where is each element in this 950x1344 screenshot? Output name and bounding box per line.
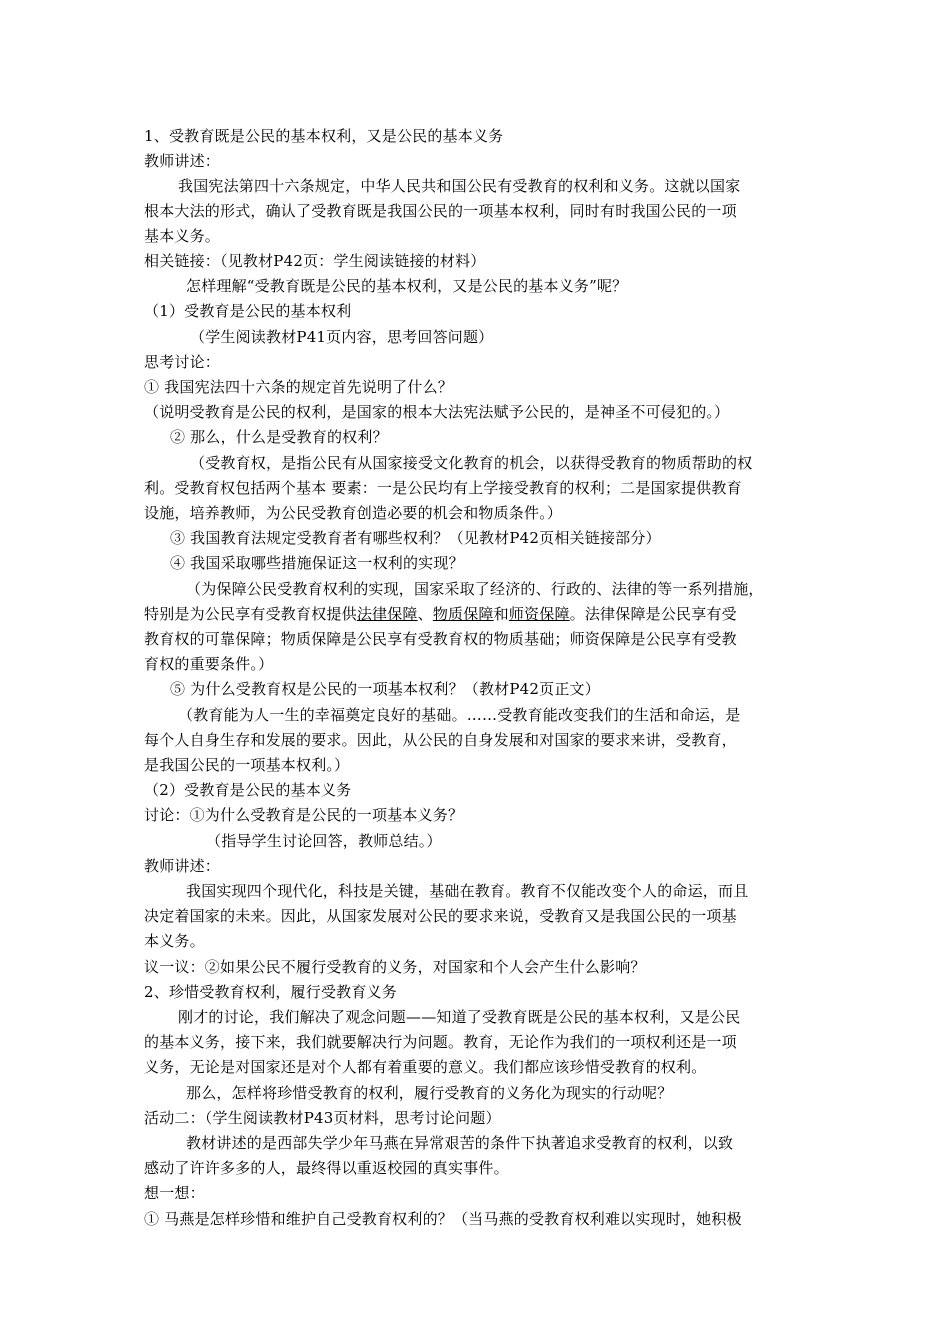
text-line: （受教育权，是指公民有从国家接受文化教育的机会，以获得受教育的物质帮助的权 [190,454,753,472]
underlined-term-legal: 法律保障 [356,605,418,623]
text-line: （学生阅读教材P41页内容，思考回答问题） [190,328,494,346]
text-line: （指导学生讨论回答，教师总结。） [206,832,442,850]
text-line: ③ 我国教育法规定受教育者有哪些权利？（见教材P42页相关链接部分） [170,529,661,547]
text-line: 怎样理解“受教育既是公民的基本权利，又是公民的基本义务”呢？ [186,277,628,295]
text-line: ⑤ 为什么受教育权是公民的一项基本权利？（教材P42页正文） [170,680,600,698]
text-line: 刚才的讨论，我们解决了观念问题——知道了受教育既是公民的基本权利，又是公民 [178,1008,741,1026]
text-line: 的基本义务，接下来，我们就要解决行为问题。教育，无论作为我们的一项权利还是一项 [144,1033,737,1051]
text-line: 议一议：②如果公民不履行受教育的义务，对国家和个人会产生什么影响？ [144,958,646,976]
underlined-term-teachers: 师资保障 [508,605,570,623]
text-line: 教育权的可靠保障；物质保障是公民享有受教育权的物质基础；师资保障是公民享有受教 [144,630,737,648]
text-line: 那么，怎样将珍惜受教育的权利，履行受教育的义务化为现实的行动呢？ [186,1084,673,1102]
text-line: 我国宪法第四十六条规定，中华人民共和国公民有受教育的权利和义务。这就以国家 [178,177,741,195]
text-line: 育权的重要条件。） [144,655,274,673]
text-segment: 。法律保障是公民享有受 [569,605,737,623]
text-line: 活动二：（学生阅读教材P43页材料，思考讨论问题） [144,1109,501,1127]
text-line: 教师讲述： [144,857,221,875]
text-segment: 特别是为公民享有受教育权提供 [144,605,357,623]
subheading: （1）受教育是公民的基本权利 [144,302,352,320]
heading-2: 2、珍惜受教育权利，履行受教育义务 [144,983,397,1001]
text-line: ① 我国宪法四十六条的规定首先说明了什么？ [144,378,453,396]
text-line: 讨论：①为什么受教育是公民的一项基本义务？ [144,806,464,824]
text-line: （说明受教育是公民的权利，是国家的根本大法宪法赋予公民的，是神圣不可侵犯的。） [144,403,730,421]
text-line: 义务，无论是对国家还是对个人都有着重要的意义。我们都应该珍惜受教育的权利。 [144,1058,707,1076]
text-line: 想一想： [144,1184,205,1202]
text-line: 决定着国家的未来。因此，从国家发展对公民的要求来说，受教育又是我国公民的一项基 [144,907,737,925]
text-line: 设施，培养教师，为公民受教育创造必要的机会和物质条件。） [144,504,563,522]
underlined-term-material: 物质保障 [432,605,494,623]
text-line: 每个人自身生存和发展的要求。因此，从公民的自身发展和对国家的要求来讲，受教育， [144,731,737,749]
text-line: 相关链接：（见教材P42页：学生阅读链接的材料） [144,252,486,270]
text-segment: 和 [493,605,509,623]
text-line: 本义务。 [144,932,205,950]
text-segment: 、 [417,605,433,623]
text-line: （教育能为人一生的幸福奠定良好的基础。……受教育能改变我们的生活和命运，是 [178,706,741,724]
text-line: 思考讨论： [144,353,221,371]
text-line: ④ 我国采取哪些措施保证这一权利的实现？ [170,554,464,572]
text-line: 感动了许许多多的人，最终得以重返校园的真实事件。 [144,1159,509,1177]
text-line: 教材讲述的是西部失学少年马燕在异常艰苦的条件下执著追求受教育的权利，以致 [186,1134,734,1152]
text-line: 基本义务。 [144,227,221,245]
text-line: 利。受教育权包括两个基本 要素：一是公民均有上学接受教育的权利；二是国家提供教育 [144,479,742,497]
text-line: 根本大法的形式，确认了受教育既是我国公民的一项基本权利，同时有时我国公民的一项 [144,202,737,220]
text-line: 教师讲述： [144,152,221,170]
heading-1: 1、受教育既是公民的基本权利，又是公民的基本义务 [144,127,504,145]
text-line: 是我国公民的一项基本权利。） [144,756,350,774]
subheading: （2）受教育是公民的基本义务 [144,781,352,799]
text-line: ① 马燕是怎样珍惜和维护自己受教育权利的？（当马燕的受教育权利难以实现时，她积极 [144,1210,742,1228]
text-line: ② 那么，什么是受教育的权利？ [170,428,388,446]
text-line-underlined [144,603,737,625]
text-line: 我国实现四个现代化，科技是关键，基础在教育。教育不仅能改变个人的命运，而且 [186,882,749,900]
text-line: （为保障公民受教育权利的实现，国家采取了经济的、行政的、法律的等一系列措施， [186,580,764,598]
